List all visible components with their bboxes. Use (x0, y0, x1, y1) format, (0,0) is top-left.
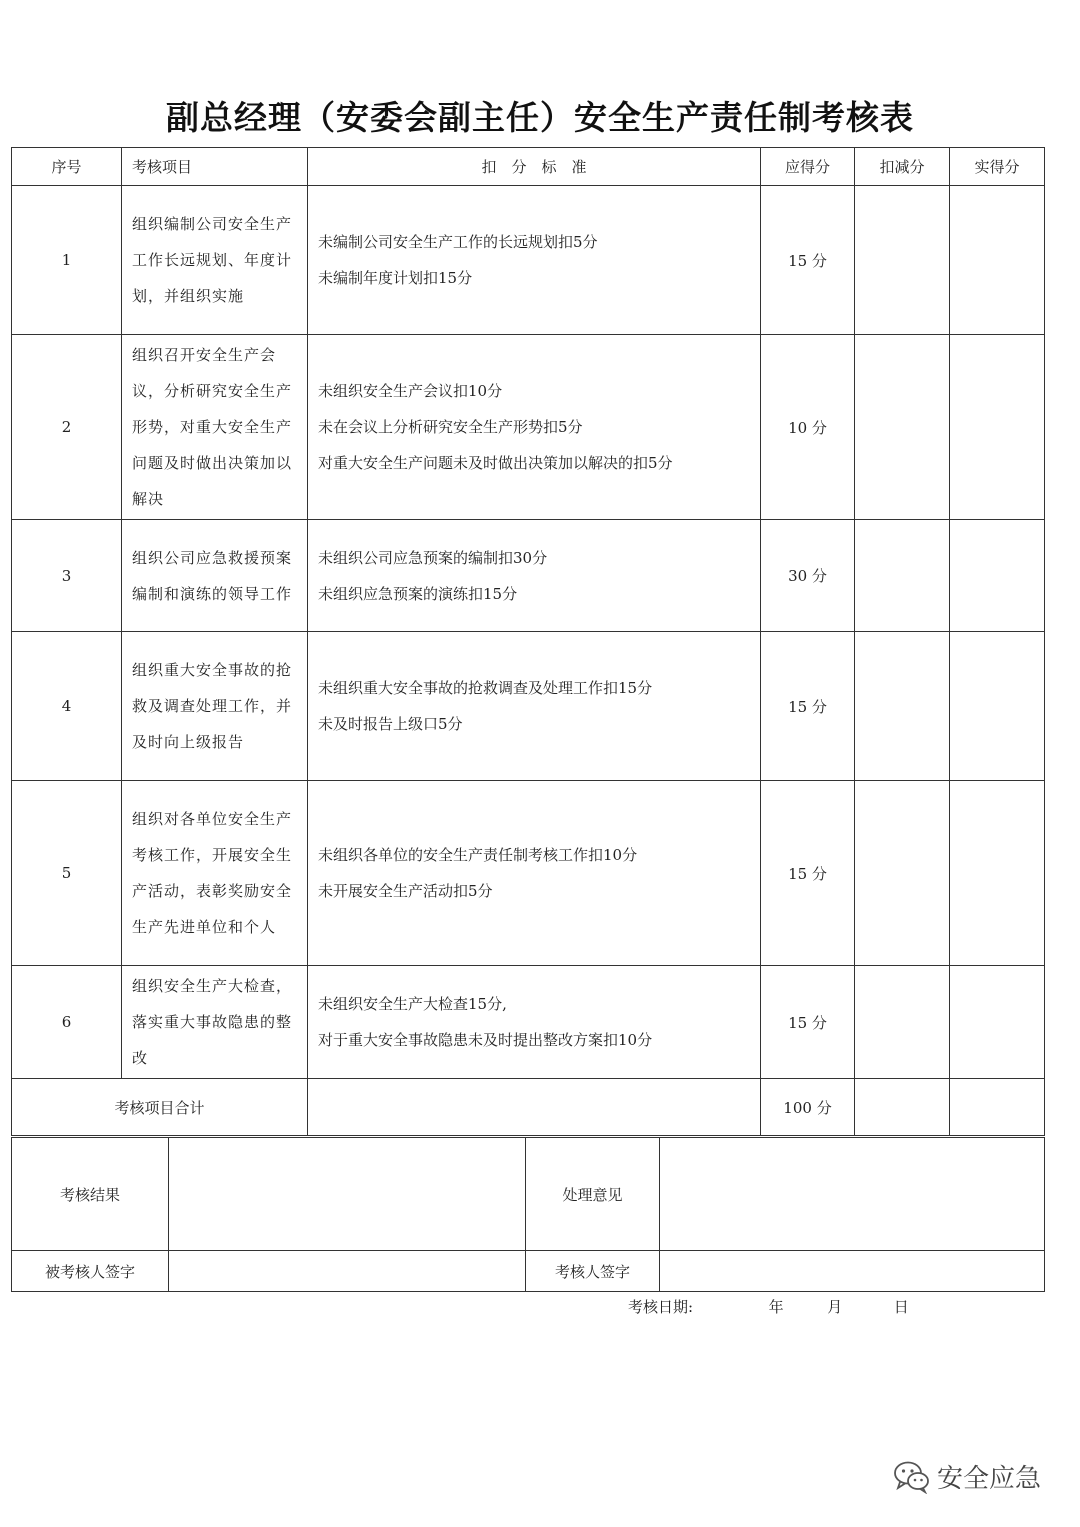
criteria-line: 未组织重大安全事故的抢救调查及处理工作扣15分 (318, 679, 653, 697)
assessment-item: 组织对各单位安全生产考核工作，开展安全生产活动，表彰奖励安全生产先进单位和个人 (122, 781, 308, 966)
total-row (12, 1079, 1045, 1136)
watermark (893, 1458, 1041, 1495)
header-item: 考核项目 (122, 148, 308, 186)
date-label: 考核日期: (628, 1298, 694, 1316)
header-deduct-score: 扣减分 (855, 148, 950, 186)
criteria-line: 未组织安全生产大检查15分, (318, 995, 507, 1013)
assessment-item: 组织召开安全生产会议，分析研究安全生产形势，对重大安全生产问题及时做出决策加以解决 (122, 335, 308, 520)
header-criteria: 扣 分 标 准 (308, 148, 761, 186)
assessment-item: 组织重大安全事故的抢救及调查处理工作，并及时向上级报告 (122, 632, 308, 781)
assessor-signature-field[interactable] (660, 1251, 1045, 1292)
total-deduct-cell[interactable] (855, 1079, 950, 1136)
should-score: 10 分 (761, 335, 855, 520)
should-score: 15 分 (761, 632, 855, 781)
header-row (12, 148, 1045, 186)
deduction-criteria (308, 632, 761, 781)
actual-score-cell[interactable] (950, 781, 1045, 966)
opinion-field[interactable] (660, 1138, 1045, 1251)
watermark-text: 安全应急 (937, 1464, 1042, 1494)
table-row (12, 632, 1045, 781)
table-row (12, 335, 1045, 520)
deduction-criteria (308, 966, 761, 1079)
page-title: 副总经理（安委会副主任）安全生产责任制考核表 (166, 98, 914, 137)
should-score: 15 分 (761, 186, 855, 335)
opinion-label: 处理意见 (526, 1138, 660, 1251)
actual-score-cell[interactable] (950, 335, 1045, 520)
deduct-score-cell[interactable] (855, 781, 950, 966)
row-number: 6 (12, 966, 122, 1079)
table-row (12, 186, 1045, 335)
deduct-score-cell[interactable] (855, 966, 950, 1079)
criteria-line: 未在会议上分析研究安全生产形势扣5分 (318, 418, 583, 436)
criteria-line: 未编制年度计划扣15分 (318, 269, 473, 287)
row-number: 1 (12, 186, 122, 335)
header-should-score: 应得分 (761, 148, 855, 186)
total-label: 考核项目合计 (12, 1079, 308, 1136)
date-year: 年 (768, 1298, 784, 1316)
row-number: 3 (12, 520, 122, 632)
deduct-score-cell[interactable] (855, 632, 950, 781)
row-number: 5 (12, 781, 122, 966)
assessment-item: 组织公司应急救援预案编制和演练的领导工作 (122, 520, 308, 632)
criteria-line: 对于重大安全事故隐患未及时提出整改方案扣10分 (318, 1031, 653, 1049)
row-number: 4 (12, 632, 122, 781)
should-score: 30 分 (761, 520, 855, 632)
should-score: 15 分 (761, 781, 855, 966)
deduct-score-cell[interactable] (855, 520, 950, 632)
criteria-line: 未开展安全生产活动扣5分 (318, 882, 493, 900)
total-criteria-cell (308, 1079, 761, 1136)
result-field[interactable] (169, 1138, 526, 1251)
header-no: 序号 (12, 148, 122, 186)
total-actual-cell[interactable] (950, 1079, 1045, 1136)
should-score: 15 分 (761, 966, 855, 1079)
date-day: 日 (893, 1298, 909, 1316)
actual-score-cell[interactable] (950, 186, 1045, 335)
assessment-table (11, 147, 1045, 1136)
header-actual-score: 实得分 (950, 148, 1045, 186)
row-number: 2 (12, 335, 122, 520)
signature-row (12, 1251, 1045, 1292)
table-row (12, 520, 1045, 632)
criteria-line: 未组织各单位的安全生产责任制考核工作扣10分 (318, 846, 638, 864)
criteria-line: 未编制公司安全生产工作的长远规划扣5分 (318, 233, 598, 251)
assessed-signature-label: 被考核人签字 (12, 1251, 169, 1292)
result-label: 考核结果 (12, 1138, 169, 1251)
wechat-icon (893, 1460, 931, 1494)
actual-score-cell[interactable] (950, 632, 1045, 781)
deduct-score-cell[interactable] (855, 335, 950, 520)
deduct-score-cell[interactable] (855, 186, 950, 335)
assessment-date (628, 1296, 909, 1317)
deduction-criteria (308, 520, 761, 632)
assessor-signature-label: 考核人签字 (526, 1251, 660, 1292)
actual-score-cell[interactable] (950, 966, 1045, 1079)
deduction-criteria (308, 335, 761, 520)
deduction-criteria (308, 781, 761, 966)
criteria-line: 未及时报告上级口5分 (318, 715, 463, 733)
deduction-criteria (308, 186, 761, 335)
criteria-line: 未组织应急预案的演练扣15分 (318, 584, 518, 603)
assessed-signature-field[interactable] (169, 1251, 526, 1292)
assessment-item: 组织安全生产大检查，落实重大事故隐患的整改 (122, 966, 308, 1079)
total-score: 100 分 (761, 1079, 855, 1136)
criteria-line: 对重大安全生产问题未及时做出决策加以解决的扣5分 (318, 454, 673, 472)
criteria-line: 未组织安全生产会议扣10分 (318, 382, 503, 400)
result-row (12, 1138, 1045, 1251)
date-month: 月 (827, 1298, 843, 1316)
table-row (12, 781, 1045, 966)
assessment-item: 组织编制公司安全生产工作长远规划、年度计划，并组织实施 (122, 186, 308, 335)
actual-score-cell[interactable] (950, 520, 1045, 632)
result-table (11, 1137, 1045, 1292)
table-row (12, 966, 1045, 1079)
criteria-line: 未组织公司应急预案的编制扣30分 (318, 548, 548, 567)
